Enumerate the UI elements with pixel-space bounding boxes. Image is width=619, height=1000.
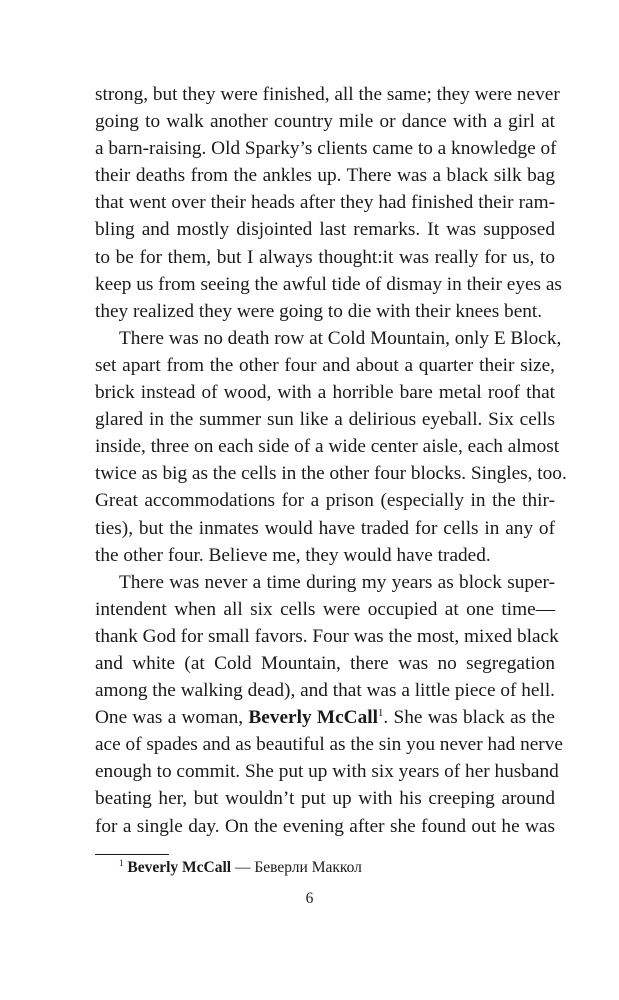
- text-line: There was never a time during my years as block super-: [119, 571, 555, 593]
- text-line: among the walking dead), and that was a little piece of hell.: [95, 680, 555, 702]
- footnote-ref[interactable]: 1: [377, 707, 384, 720]
- text-line: for a single day. On the evening after she found out he was: [95, 815, 555, 837]
- text-line: set apart from the other four and about a quarter their size,: [95, 354, 555, 376]
- footnote-term: Beverly McCall: [127, 859, 232, 876]
- text-line: brick instead of wood, with a horrible bare metal roof that: [95, 382, 555, 404]
- text-line: twice as big as the cells in the other four blocks. Singles, too.: [95, 463, 567, 485]
- footnote-rule: [95, 854, 169, 855]
- text-line: ace of spades and as beautiful as the sin you never had nerve: [95, 734, 563, 756]
- footnote: [119, 859, 362, 877]
- text-line: strong, but they were finished, all the same; they were never: [95, 84, 560, 105]
- text-line: and white (at Cold Mountain, there was no segregation: [95, 652, 555, 674]
- text-line: glared in the summer sun like a delirious eyeball. Six cells: [95, 409, 555, 431]
- text-line: that went over their heads after they had finished their ram-: [95, 192, 555, 214]
- text-line: intendent when all six cells were occupied at one time—: [95, 598, 555, 620]
- text-line: [95, 704, 555, 731]
- name-bold: Beverly McCall: [248, 707, 378, 729]
- text-segment: One was a woman,: [95, 707, 244, 729]
- text-line: they realized they were going to die with their knees bent.: [95, 300, 543, 322]
- page-number: 6: [305, 890, 314, 907]
- text-line: to be for them, but I always thought:it was really for us, to: [95, 246, 555, 268]
- text-line: enough to commit. She put up with six years of her husband: [95, 761, 559, 783]
- text-line: bling and mostly disjointed last remarks. It was supposed: [95, 219, 555, 241]
- text-line: keep us from seeing the awful tide of dismay in their eyes as: [95, 273, 562, 295]
- text-segment: . She was black as the: [383, 707, 555, 729]
- text-line: the other four. Believe me, they would have traded.: [95, 544, 491, 566]
- footnote-marker: 1: [119, 858, 124, 868]
- text-line: There was no death row at Cold Mountain, only E Block,: [119, 327, 562, 349]
- text-line: their deaths from the ankles up. There was a black silk bag: [95, 165, 555, 187]
- footnote-text: — Беверли Маккол: [234, 859, 362, 876]
- text-line: beating her, but wouldn’t put up with his creeping around: [95, 788, 555, 810]
- text-line: Great accommodations for a prison (especially in the thir-: [95, 490, 555, 512]
- text-line: ties), but the inmates would have traded for cells in any of: [95, 517, 555, 539]
- body-text: [95, 81, 567, 840]
- text-line: thank God for small favors. Four was the most, mixed black: [95, 625, 559, 647]
- text-line: inside, three on each side of a wide center aisle, each almost: [95, 436, 560, 458]
- text-line: a barn-raising. Old Sparky’s clients came to a knowledge of: [95, 138, 557, 160]
- text-line: going to walk another country mile or dance with a girl at: [95, 111, 555, 133]
